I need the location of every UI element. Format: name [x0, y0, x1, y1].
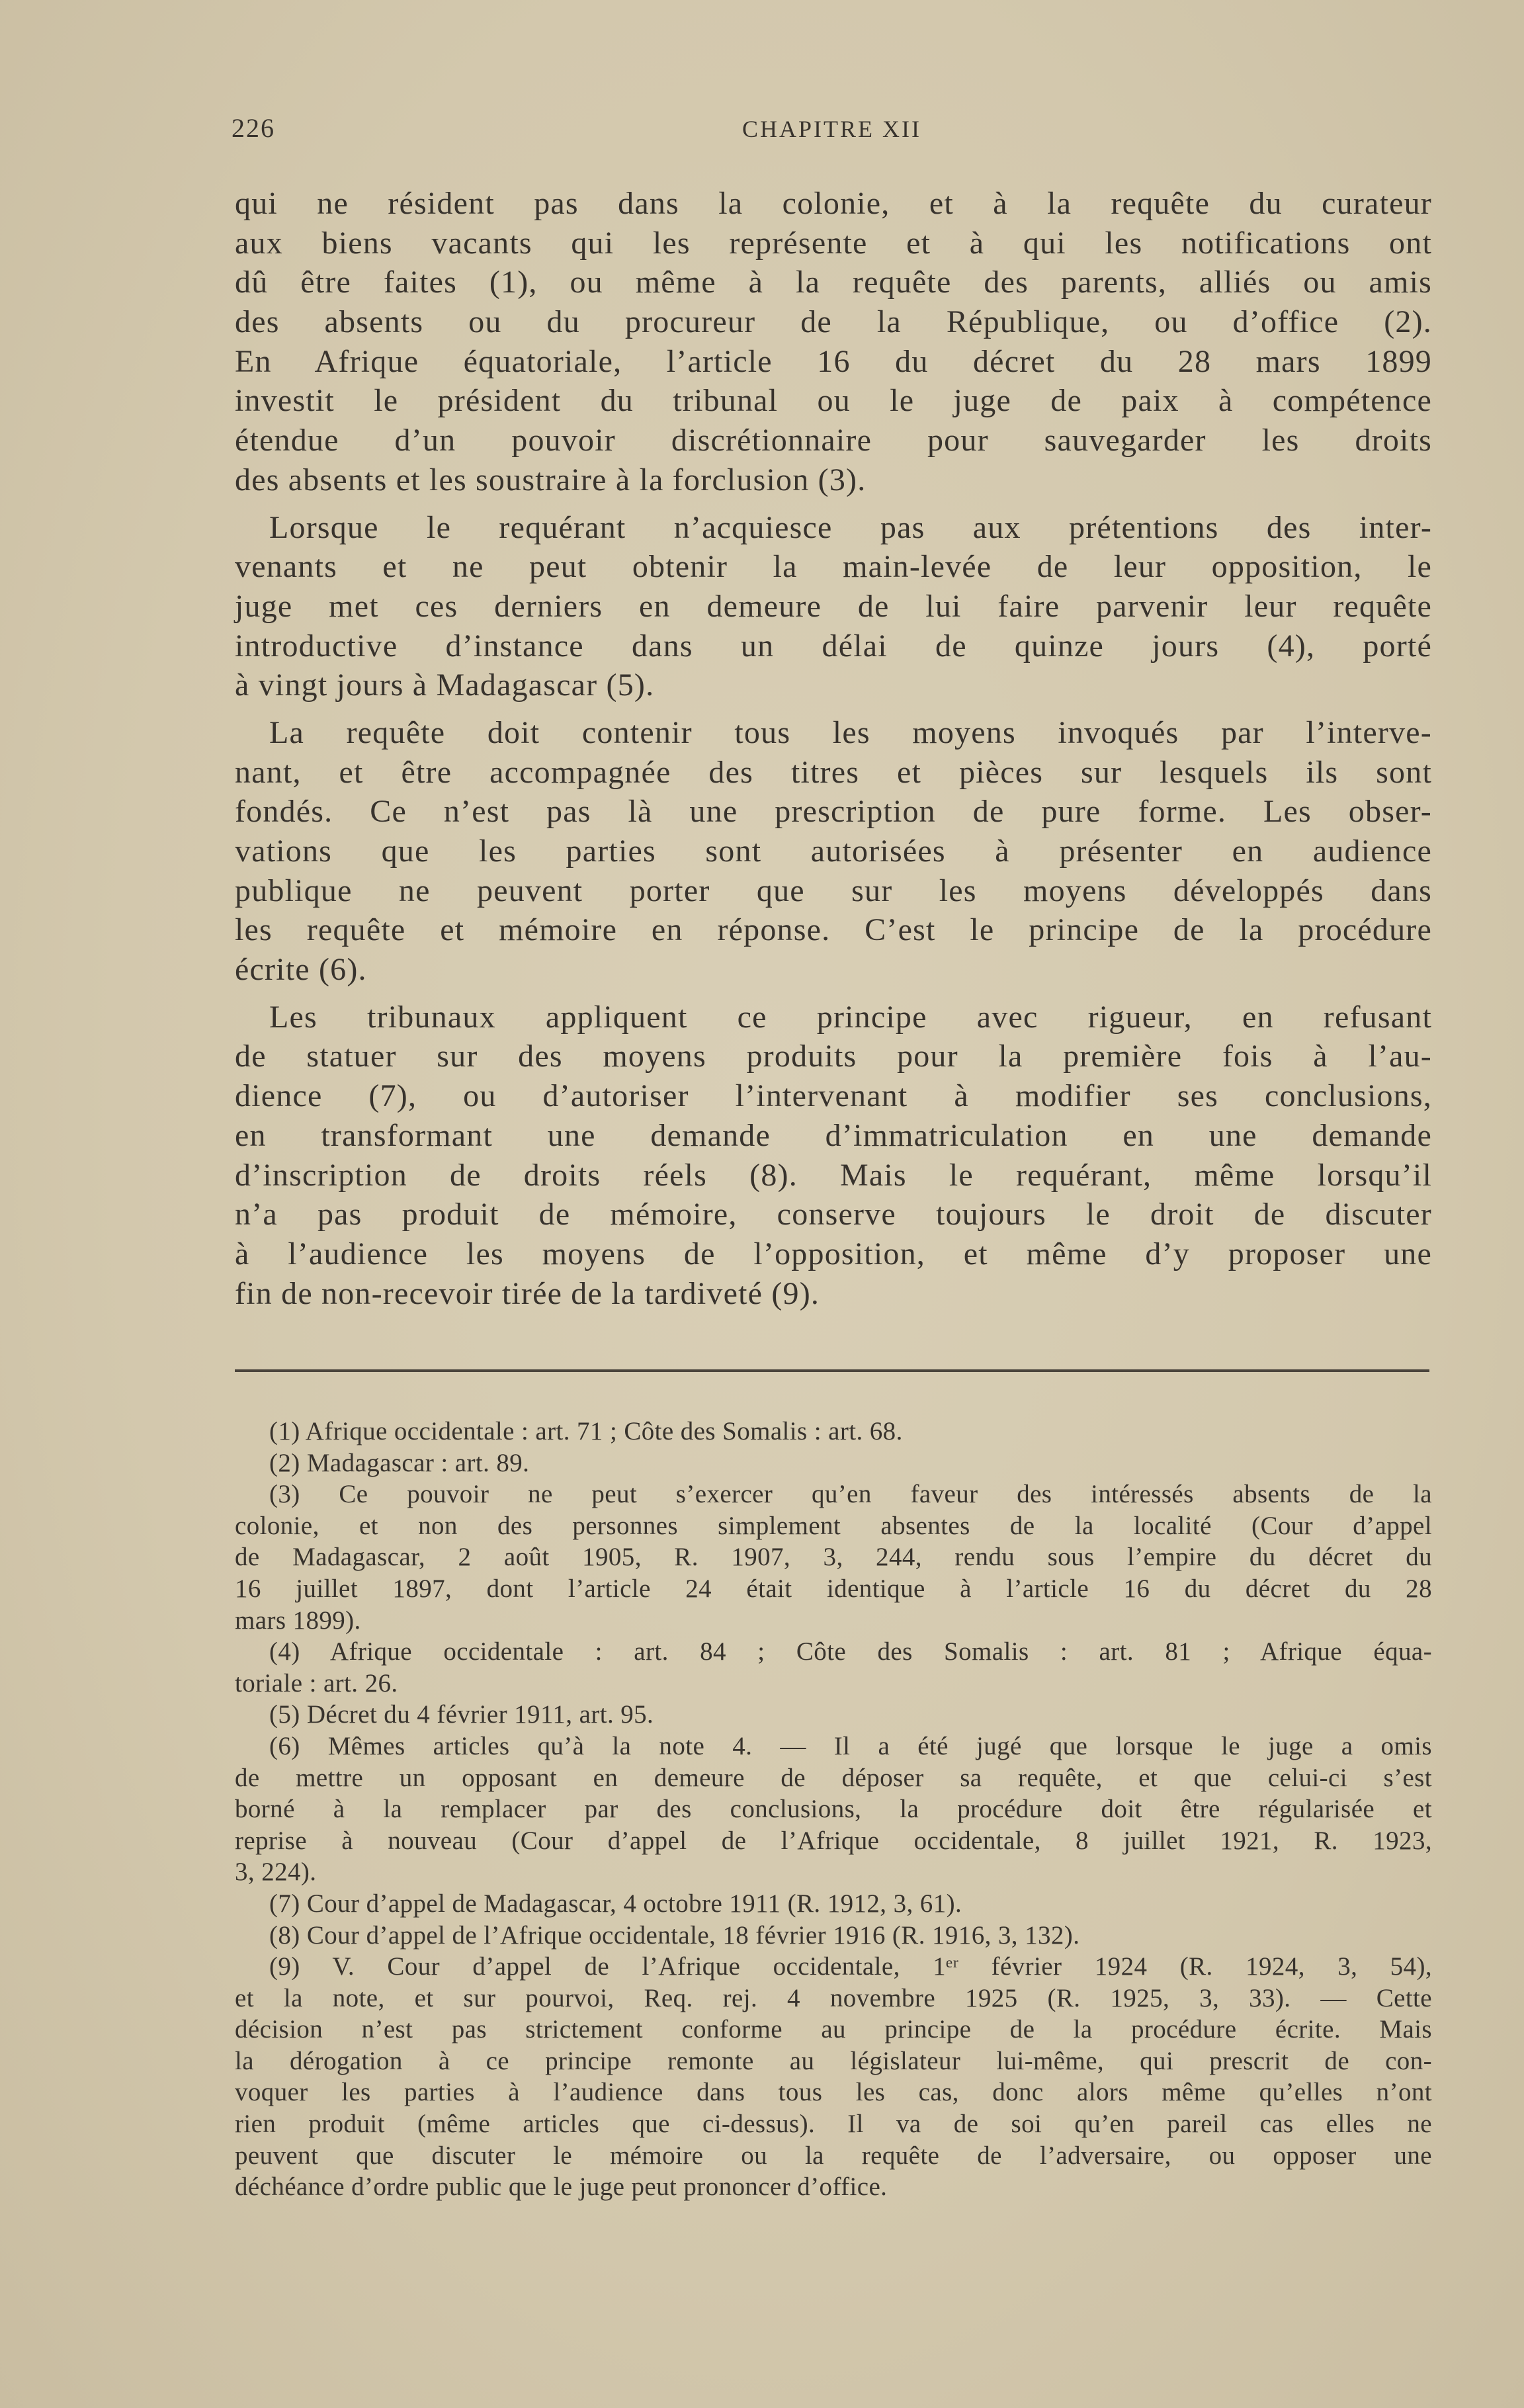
- text-line: introductive d’instance dans un délai de quinze jours (4), porté: [235, 628, 1432, 664]
- page-header: [232, 112, 1432, 146]
- text-line: nant, et être accompagnée des titres et pièces sur lesquels ils sont: [235, 754, 1432, 790]
- footnote-line: (6) Mêmes articles qu’à la note 4. — Il a été jugé que lorsque le juge a omis: [269, 1731, 1432, 1760]
- footnote-line: 3, 224).: [235, 1858, 317, 1887]
- paragraph: [235, 184, 1432, 500]
- footnote-line: de mettre un opposant en demeure de déposer sa requête, et que celui-ci s’est: [235, 1763, 1432, 1792]
- running-title: CHAPITRE XII: [742, 116, 921, 142]
- text-line: Les tribunaux appliquent ce principe avec rigueur, en refusant: [269, 999, 1432, 1035]
- footnote-line: (3) Ce pouvoir ne peut s’exercer qu’en faveur des intéressés absents de la: [269, 1480, 1432, 1509]
- footnote-line: voquer les parties à l’audience dans tous les cas, donc alors même qu’elles n’ont: [235, 2078, 1432, 2107]
- footnote: [235, 1731, 1432, 1888]
- text-line: dience (7), ou d’autoriser l’intervenant à modifier ses conclusions,: [235, 1078, 1432, 1114]
- text-line: En Afrique équatoriale, l’article 16 du décret du 28 mars 1899: [235, 343, 1432, 379]
- text-line: vations que les parties sont autorisées à présenter en audience: [235, 834, 1432, 869]
- footnote: [235, 1636, 1432, 1699]
- footnote-line: de Madagascar, 2 août 1905, R. 1907, 3, 244, rendu sous l’empire du décret du: [235, 1543, 1432, 1572]
- footnotes: [235, 1416, 1432, 2203]
- footnote: [235, 1479, 1432, 1636]
- footnote-line: (8) Cour d’appel de l’Afrique occidentale, 18 février 1916 (R. 1916, 3, 132).: [269, 1920, 1080, 1950]
- footnote: [235, 1888, 1432, 1920]
- text-line: d’inscription de droits réels (8). Mais le requérant, même lorsqu’il: [235, 1157, 1432, 1193]
- text-line: n’a pas produit de mémoire, conserve toujours le droit de discuter: [235, 1197, 1432, 1232]
- footnote: [235, 1447, 1432, 1479]
- body-text: [235, 184, 1432, 1321]
- text-line: écrite (6).: [235, 952, 367, 988]
- footnote-line: et la note, et sur pourvoi, Req. rej. 4 novembre 1925 (R. 1925, 3, 33). — Cette: [235, 1983, 1432, 2012]
- footnote-line: peuvent que discuter le mémoire ou la requête de l’adversaire, ou opposer une: [235, 2141, 1432, 2170]
- text-line: fin de non-recevoir tirée de la tardiveté (9).: [235, 1275, 820, 1311]
- text-line: aux biens vacants qui les représente et à qui les notifications ont: [235, 225, 1432, 261]
- footnote-line: déchéance d’ordre public que le juge peut prononcer d’office.: [235, 2172, 888, 2202]
- footnote-line: reprise à nouveau (Cour d’appel de l’Afrique occidentale, 8 juillet 1921, R. 1923,: [235, 1826, 1432, 1855]
- footnote-line: (9) V. Cour d’appel de l’Afrique occidentale, 1ᵉʳ février 1924 (R. 1924, 3, 54),: [269, 1952, 1432, 1981]
- footnote-line: borné à la remplacer par des conclusions, la procédure doit être régularisée et: [235, 1795, 1432, 1824]
- footnote-line: la dérogation à ce principe remonte au législateur lui-même, qui prescrit de con-: [235, 2046, 1432, 2075]
- text-line: La requête doit contenir tous les moyens invoqués par l’interve-: [269, 714, 1432, 750]
- footnote-line: colonie, et non des personnes simplement absentes de la localité (Cour d’appel: [235, 1511, 1432, 1540]
- footnote-line: mars 1899).: [235, 1606, 361, 1635]
- text-line: juge met ces derniers en demeure de lui faire parvenir leur requête: [235, 588, 1432, 624]
- text-line: Lorsque le requérant n’acquiesce pas aux prétentions des inter-: [269, 509, 1432, 545]
- footnote-line: (1) Afrique occidentale : art. 71 ; Côte des Somalis : art. 68.: [269, 1417, 903, 1445]
- footnote-line: (5) Décret du 4 février 1911, art. 95.: [269, 1700, 654, 1729]
- footnote-line: rien produit (même articles que ci-dessus). Il va de soi qu’en pareil cas elles ne: [235, 2110, 1432, 2139]
- text-line: investit le président du tribunal ou le juge de paix à compétence: [235, 383, 1432, 419]
- text-line: de statuer sur des moyens produits pour la première fois à l’au-: [235, 1039, 1432, 1074]
- footnote-line: (7) Cour d’appel de Madagascar, 4 octobre 1911 (R. 1912, 3, 61).: [269, 1889, 962, 1918]
- footnote-line: (2) Madagascar : art. 89.: [269, 1448, 530, 1477]
- text-line: venants et ne peut obtenir la main-levée de leur opposition, le: [235, 549, 1432, 585]
- footnote: [235, 1951, 1432, 2203]
- text-line: les requête et mémoire en réponse. C’est le principe de la procédure: [235, 912, 1432, 948]
- paragraph: [235, 508, 1432, 705]
- text-line: publique ne peuvent porter que sur les moyens développés dans: [235, 873, 1432, 908]
- text-line: à vingt jours à Madagascar (5).: [235, 667, 655, 703]
- text-line: étendue d’un pouvoir discrétionnaire pour sauvegarder les droits: [235, 423, 1432, 458]
- text-line: en transformant une demande d’immatriculation en une demande: [235, 1117, 1432, 1153]
- paragraph: [235, 713, 1432, 990]
- text-line: des absents ou du procureur de la République, ou d’office (2).: [235, 304, 1432, 340]
- footnote-line: toriale : art. 26.: [235, 1668, 398, 1698]
- footnote-divider: [235, 1369, 1429, 1372]
- text-line: dû être faites (1), ou même à la requête des parents, alliés ou amis: [235, 265, 1432, 300]
- footnote-line: 16 juillet 1897, dont l’article 24 était identique à l’article 16 du décret du 28: [235, 1574, 1432, 1603]
- paragraph: [235, 998, 1432, 1314]
- footnote: [235, 1416, 1432, 1447]
- text-line: fondés. Ce n’est pas là une prescription de pure forme. Les obser-: [235, 794, 1432, 830]
- text-line: qui ne résident pas dans la colonie, et à la requête du curateur: [235, 186, 1432, 221]
- page-number: 226: [232, 113, 275, 143]
- text-line: des absents et les soustraire à la forclusion (3).: [235, 462, 867, 497]
- footnote-line: (4) Afrique occidentale : art. 84 ; Côte des Somalis : art. 81 ; Afrique équa-: [269, 1637, 1432, 1666]
- footnote-line: décision n’est pas strictement conforme au principe de la procédure écrite. Mais: [235, 2015, 1432, 2044]
- footnote: [235, 1920, 1432, 1952]
- text-line: à l’audience les moyens de l’opposition, et même d’y proposer une: [235, 1236, 1432, 1271]
- footnote: [235, 1699, 1432, 1731]
